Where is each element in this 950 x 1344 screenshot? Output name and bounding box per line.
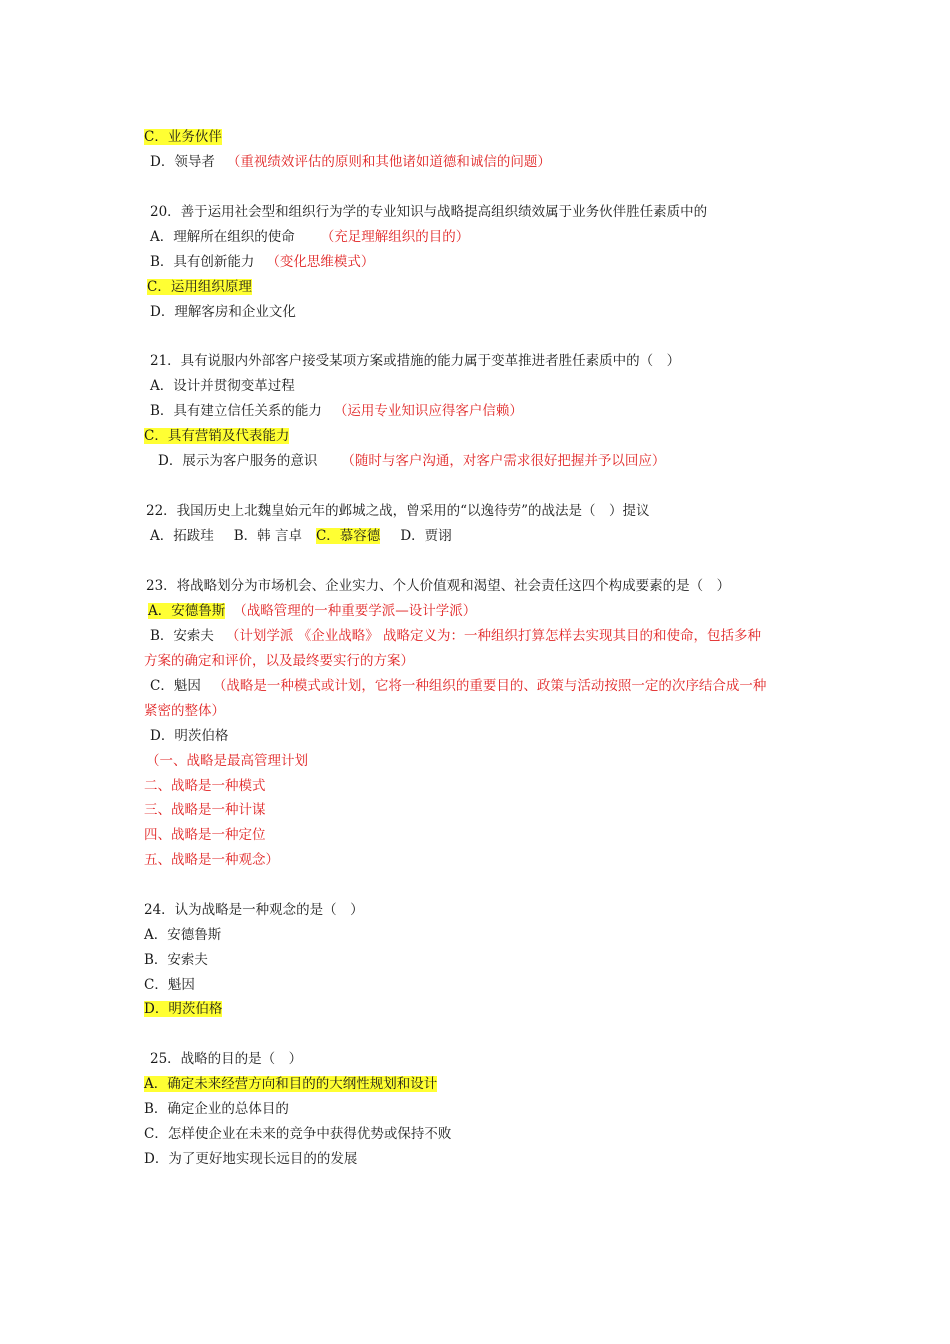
q20-option-a: A．理解所在组织的使命 （充足理解组织的目的） xyxy=(150,229,470,245)
q24-option-d xyxy=(144,1000,222,1019)
answer-highlight: D．明茨伯格 xyxy=(144,1001,223,1017)
answer-highlight: A．确定未来经营方向和目的的大纲性规划和设计 xyxy=(144,1076,438,1092)
annotation: （运用专业知识应得客户信赖） xyxy=(333,403,523,419)
q25-option-c: C．怎样使企业在未来的竞争中获得优势或保持不败 xyxy=(144,1126,452,1142)
q21-option-a: A．设计并贯彻变革过程 xyxy=(150,378,295,394)
q23-option-b-note-cont: 方案的确定和评价，以及最终要实行的方案） xyxy=(144,653,414,669)
q19-option-d: D．领导者 （重视绩效评估的原则和其他诸如道德和诚信的问题） xyxy=(150,154,551,170)
answer-highlight: C．运用组织原理 xyxy=(147,279,252,295)
q21-stem: 21．具有说服内外部客户接受某项方案或措施的能力属于变革推进者胜任素质中的（ ） xyxy=(150,353,681,369)
q23-option-d: D．明茨伯格 xyxy=(150,728,229,744)
q21-option-d: D．展示为客户服务的意识 （随时与客户沟通，对客户需求很好把握并予以回应） xyxy=(158,453,666,469)
q25-stem: 25．战略的目的是（ ） xyxy=(150,1051,303,1067)
q23-option-a xyxy=(148,602,476,621)
q20-stem: 20．善于运用社会型和组织行为学的专业知识与战略提高组织绩效属于业务伙伴胜任素质中的 xyxy=(150,204,708,220)
q23-stem: 23．将战略划分为市场机会、企业实力、个人价值观和渴望、社会责任这四个构成要素的是（ ） xyxy=(146,578,731,594)
annotation: （计划学派 《企业战略》 战略定义为：一种组织打算怎样去实现其目的和使命，包括多种 xyxy=(225,628,762,644)
annotation: （重视绩效评估的原则和其他诸如道德和诚信的问题） xyxy=(226,154,551,170)
q24-option-a: A．安德鲁斯 xyxy=(144,927,222,943)
q22-option-a: A．拓跋珪 xyxy=(150,528,214,544)
q23-note-line-4: 四、战略是一种定位 xyxy=(144,827,266,843)
answer-highlight: A．安德鲁斯 xyxy=(148,603,226,619)
annotation: （变化思维模式） xyxy=(266,254,375,270)
q20-option-b: B．具有创新能力 （变化思维模式） xyxy=(150,254,375,270)
q24-stem: 24．认为战略是一种观念的是（ ） xyxy=(144,902,364,918)
q23-option-c-note-cont: 紧密的整体） xyxy=(144,703,225,719)
annotation: （战略管理的一种重要学派—设计学派） xyxy=(233,603,477,619)
q23-note-line-2: 二、战略是一种模式 xyxy=(144,778,266,794)
q21-option-b: B．具有建立信任关系的能力 （运用专业知识应得客户信赖） xyxy=(150,403,523,419)
q25-option-b: B．确定企业的总体目的 xyxy=(144,1101,289,1117)
answer-highlight: C．业务伙伴 xyxy=(144,129,222,145)
answer-highlight: C．具有营销及代表能力 xyxy=(144,428,290,444)
q23-note-line-5: 五、战略是一种观念） xyxy=(144,852,279,868)
q24-option-b: B．安索夫 xyxy=(144,952,208,968)
q23-note-line-1: （一、战略是最高管理计划 xyxy=(146,753,308,769)
answer-highlight: C．慕容德 xyxy=(315,528,381,544)
q22-option-d: D．贾诩 xyxy=(400,528,452,544)
q20-option-d: D．理解客房和企业文化 xyxy=(150,304,296,320)
annotation: （战略是一种模式或计划，它将一种组织的重要目的、政策与活动按照一定的次序结合成一种 xyxy=(212,678,767,694)
q23-option-c: C．魁因 （战略是一种模式或计划，它将一种组织的重要目的、政策与活动按照一定的次序结合成一种 xyxy=(150,678,767,694)
q22-option-b: B．韩 言卓 xyxy=(233,528,302,544)
q23-note-line-3: 三、战略是一种计谋 xyxy=(144,802,266,818)
q22-stem: 22．我国历史上北魏皇始元年的邺城之战，曾采用的“以逸待劳”的战法是（ ）提议 xyxy=(146,503,650,519)
q20-option-c xyxy=(147,278,252,297)
annotation: （充足理解组织的目的） xyxy=(320,229,470,245)
q22-options xyxy=(150,527,452,546)
annotation: （随时与客户沟通，对客户需求很好把握并予以回应） xyxy=(341,453,666,469)
q25-option-d: D．为了更好地实现长远目的的发展 xyxy=(144,1151,358,1167)
q25-option-a xyxy=(144,1075,437,1094)
q19-option-c xyxy=(144,128,222,147)
q23-option-b: B．安索夫 （计划学派 《企业战略》 战略定义为：一种组织打算怎样去实现其目的和使命，包括多种 xyxy=(150,628,762,644)
q21-option-c xyxy=(144,427,289,446)
q24-option-c: C．魁因 xyxy=(144,977,195,993)
